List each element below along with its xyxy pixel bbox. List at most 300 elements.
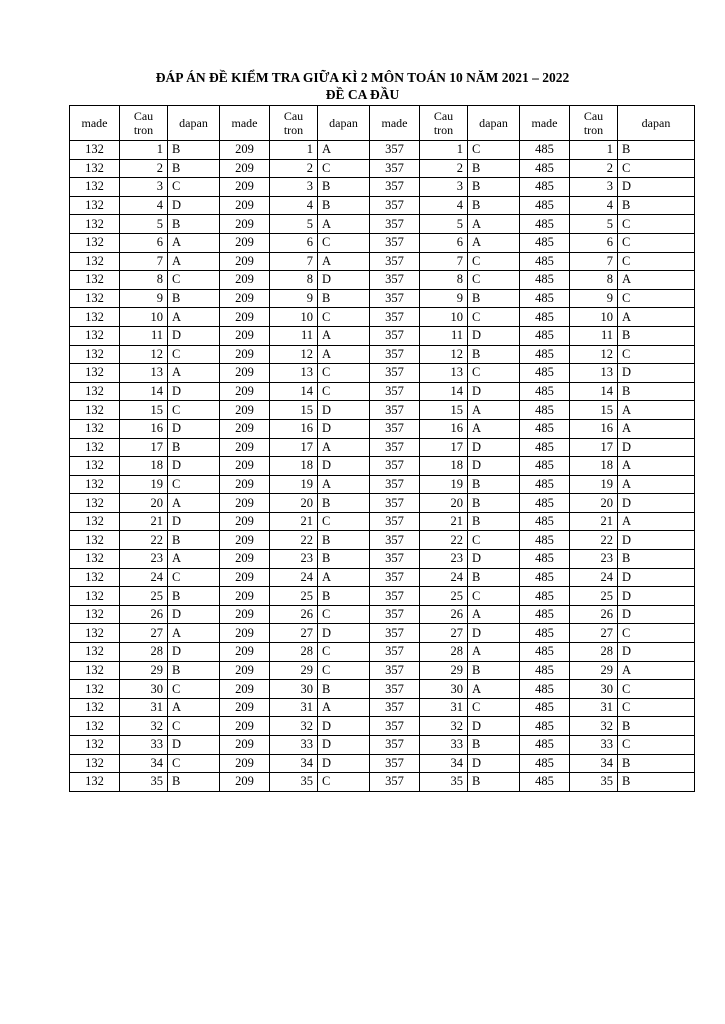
- cell-made: 132: [70, 512, 120, 531]
- cell-answer: C: [318, 773, 370, 792]
- cell-made: 357: [370, 698, 420, 717]
- cell-question-number: 2: [120, 159, 168, 178]
- cell-made: 485: [520, 308, 570, 327]
- cell-question-number: 13: [270, 364, 318, 383]
- cell-question-number: 20: [570, 494, 618, 513]
- cell-answer: B: [168, 141, 220, 160]
- cell-made: 132: [70, 643, 120, 662]
- cell-answer: C: [618, 252, 695, 271]
- cell-question-number: 6: [420, 233, 468, 252]
- cell-question-number: 26: [270, 605, 318, 624]
- cell-answer: A: [318, 698, 370, 717]
- cell-made: 209: [220, 364, 270, 383]
- cell-answer: B: [168, 587, 220, 606]
- cell-made: 132: [70, 475, 120, 494]
- cell-made: 357: [370, 568, 420, 587]
- table-row: [70, 736, 695, 755]
- cell-made: 485: [520, 457, 570, 476]
- cell-question-number: 18: [570, 457, 618, 476]
- cell-question-number: 23: [570, 550, 618, 569]
- cell-question-number: 11: [120, 326, 168, 345]
- table-row: [70, 605, 695, 624]
- cell-question-number: 30: [270, 680, 318, 699]
- table-header-row: [70, 106, 695, 141]
- cell-answer: B: [168, 215, 220, 234]
- cell-question-number: 25: [120, 587, 168, 606]
- table-row: [70, 717, 695, 736]
- cell-question-number: 9: [420, 289, 468, 308]
- cell-question-number: 31: [420, 698, 468, 717]
- cell-made: 357: [370, 754, 420, 773]
- cell-made: 357: [370, 438, 420, 457]
- cell-answer: A: [618, 661, 695, 680]
- cell-question-number: 6: [120, 233, 168, 252]
- cell-answer: B: [168, 661, 220, 680]
- cell-question-number: 29: [120, 661, 168, 680]
- table-row: [70, 680, 695, 699]
- header-cau-line2: tron: [283, 123, 304, 137]
- cell-answer: A: [618, 401, 695, 420]
- cell-made: 485: [520, 345, 570, 364]
- cell-answer: D: [168, 382, 220, 401]
- table-row: [70, 401, 695, 420]
- header-made: made: [220, 106, 270, 141]
- cell-answer: C: [468, 271, 520, 290]
- cell-question-number: 11: [270, 326, 318, 345]
- cell-answer: D: [318, 754, 370, 773]
- cell-answer: C: [318, 512, 370, 531]
- cell-made: 357: [370, 531, 420, 550]
- cell-answer: B: [468, 159, 520, 178]
- header-cau-line2: tron: [133, 123, 154, 137]
- cell-question-number: 28: [270, 643, 318, 662]
- header-cau-line1: Cau: [433, 109, 454, 123]
- cell-answer: D: [318, 736, 370, 755]
- cell-answer: D: [468, 457, 520, 476]
- cell-made: 357: [370, 494, 420, 513]
- cell-made: 357: [370, 364, 420, 383]
- cell-question-number: 23: [120, 550, 168, 569]
- table-row: [70, 754, 695, 773]
- cell-answer: C: [318, 233, 370, 252]
- cell-answer: D: [318, 457, 370, 476]
- cell-answer: D: [318, 401, 370, 420]
- cell-answer: A: [168, 233, 220, 252]
- cell-question-number: 27: [420, 624, 468, 643]
- cell-made: 485: [520, 494, 570, 513]
- cell-made: 209: [220, 141, 270, 160]
- cell-made: 357: [370, 475, 420, 494]
- cell-answer: B: [318, 289, 370, 308]
- cell-made: 485: [520, 196, 570, 215]
- cell-answer: D: [618, 494, 695, 513]
- cell-made: 485: [520, 326, 570, 345]
- cell-question-number: 34: [570, 754, 618, 773]
- cell-made: 357: [370, 680, 420, 699]
- cell-question-number: 5: [420, 215, 468, 234]
- cell-question-number: 15: [270, 401, 318, 420]
- cell-question-number: 14: [270, 382, 318, 401]
- cell-question-number: 22: [270, 531, 318, 550]
- cell-made: 132: [70, 178, 120, 197]
- cell-question-number: 31: [570, 698, 618, 717]
- header-made: made: [70, 106, 120, 141]
- cell-answer: B: [468, 289, 520, 308]
- cell-made: 209: [220, 773, 270, 792]
- cell-answer: A: [618, 457, 695, 476]
- cell-question-number: 27: [570, 624, 618, 643]
- cell-made: 209: [220, 494, 270, 513]
- cell-question-number: 25: [270, 587, 318, 606]
- cell-answer: C: [318, 364, 370, 383]
- cell-made: 485: [520, 159, 570, 178]
- cell-question-number: 12: [120, 345, 168, 364]
- header-cau-line1: Cau: [283, 109, 304, 123]
- cell-question-number: 34: [120, 754, 168, 773]
- cell-question-number: 34: [270, 754, 318, 773]
- cell-made: 209: [220, 271, 270, 290]
- cell-made: 485: [520, 661, 570, 680]
- cell-made: 209: [220, 252, 270, 271]
- cell-question-number: 5: [120, 215, 168, 234]
- table-row: [70, 624, 695, 643]
- cell-answer: D: [168, 457, 220, 476]
- cell-answer: A: [318, 141, 370, 160]
- header-dapan: dapan: [168, 106, 220, 141]
- cell-question-number: 33: [120, 736, 168, 755]
- cell-answer: D: [618, 605, 695, 624]
- cell-answer: A: [618, 475, 695, 494]
- cell-answer: D: [168, 512, 220, 531]
- cell-made: 485: [520, 141, 570, 160]
- cell-made: 357: [370, 215, 420, 234]
- cell-question-number: 22: [120, 531, 168, 550]
- cell-made: 209: [220, 624, 270, 643]
- cell-made: 132: [70, 196, 120, 215]
- table-row: [70, 568, 695, 587]
- cell-made: 132: [70, 215, 120, 234]
- cell-question-number: 24: [570, 568, 618, 587]
- cell-question-number: 11: [420, 326, 468, 345]
- table-row: [70, 698, 695, 717]
- cell-question-number: 18: [270, 457, 318, 476]
- cell-question-number: 12: [270, 345, 318, 364]
- cell-made: 132: [70, 661, 120, 680]
- cell-made: 132: [70, 326, 120, 345]
- cell-answer: C: [618, 624, 695, 643]
- cell-answer: B: [468, 196, 520, 215]
- cell-made: 209: [220, 661, 270, 680]
- cell-question-number: 29: [570, 661, 618, 680]
- cell-answer: C: [168, 401, 220, 420]
- cell-answer: C: [318, 159, 370, 178]
- cell-question-number: 19: [420, 475, 468, 494]
- cell-made: 209: [220, 550, 270, 569]
- header-dapan: dapan: [318, 106, 370, 141]
- cell-answer: C: [318, 643, 370, 662]
- cell-made: 132: [70, 736, 120, 755]
- cell-question-number: 16: [420, 419, 468, 438]
- table-row: [70, 512, 695, 531]
- cell-answer: B: [618, 382, 695, 401]
- cell-answer: A: [168, 494, 220, 513]
- cell-answer: B: [168, 438, 220, 457]
- cell-question-number: 6: [270, 233, 318, 252]
- cell-question-number: 19: [120, 475, 168, 494]
- cell-made: 132: [70, 289, 120, 308]
- cell-answer: B: [318, 680, 370, 699]
- cell-answer: D: [168, 736, 220, 755]
- cell-question-number: 16: [270, 419, 318, 438]
- cell-made: 132: [70, 401, 120, 420]
- cell-made: 485: [520, 401, 570, 420]
- cell-made: 132: [70, 773, 120, 792]
- cell-question-number: 7: [120, 252, 168, 271]
- cell-made: 357: [370, 736, 420, 755]
- cell-answer: B: [318, 550, 370, 569]
- cell-question-number: 29: [420, 661, 468, 680]
- cell-answer: B: [318, 178, 370, 197]
- cell-made: 209: [220, 196, 270, 215]
- cell-answer: A: [318, 252, 370, 271]
- cell-answer: B: [468, 178, 520, 197]
- cell-made: 132: [70, 550, 120, 569]
- cell-answer: C: [168, 717, 220, 736]
- cell-answer: D: [168, 605, 220, 624]
- cell-made: 357: [370, 550, 420, 569]
- cell-made: 209: [220, 419, 270, 438]
- cell-question-number: 17: [570, 438, 618, 457]
- cell-made: 485: [520, 568, 570, 587]
- cell-made: 485: [520, 587, 570, 606]
- header-made: made: [520, 106, 570, 141]
- cell-made: 357: [370, 141, 420, 160]
- cell-made: 485: [520, 680, 570, 699]
- cell-answer: D: [618, 438, 695, 457]
- cell-answer: D: [168, 326, 220, 345]
- cell-question-number: 15: [120, 401, 168, 420]
- cell-question-number: 11: [570, 326, 618, 345]
- cell-made: 132: [70, 698, 120, 717]
- cell-question-number: 24: [270, 568, 318, 587]
- cell-made: 357: [370, 159, 420, 178]
- cell-made: 357: [370, 419, 420, 438]
- document-subtitle: ĐỀ CA ĐẦU: [325, 87, 400, 102]
- table-row: [70, 289, 695, 308]
- cell-question-number: 20: [270, 494, 318, 513]
- cell-answer: A: [468, 643, 520, 662]
- cell-answer: D: [468, 624, 520, 643]
- cell-question-number: 31: [270, 698, 318, 717]
- cell-made: 209: [220, 178, 270, 197]
- cell-answer: C: [468, 531, 520, 550]
- cell-made: 209: [220, 215, 270, 234]
- cell-question-number: 21: [570, 512, 618, 531]
- cell-made: 485: [520, 252, 570, 271]
- cell-answer: D: [618, 531, 695, 550]
- cell-answer: B: [318, 494, 370, 513]
- cell-answer: B: [318, 531, 370, 550]
- cell-made: 209: [220, 605, 270, 624]
- cell-answer: C: [318, 382, 370, 401]
- cell-question-number: 24: [120, 568, 168, 587]
- cell-made: 209: [220, 512, 270, 531]
- cell-answer: B: [618, 326, 695, 345]
- cell-question-number: 8: [420, 271, 468, 290]
- cell-question-number: 7: [270, 252, 318, 271]
- cell-question-number: 30: [570, 680, 618, 699]
- cell-question-number: 35: [420, 773, 468, 792]
- cell-question-number: 33: [420, 736, 468, 755]
- cell-answer: D: [618, 587, 695, 606]
- cell-made: 485: [520, 271, 570, 290]
- cell-answer: C: [168, 754, 220, 773]
- cell-question-number: 28: [570, 643, 618, 662]
- table-row: [70, 475, 695, 494]
- cell-question-number: 12: [420, 345, 468, 364]
- cell-question-number: 31: [120, 698, 168, 717]
- cell-question-number: 10: [120, 308, 168, 327]
- table-row: [70, 494, 695, 513]
- cell-made: 357: [370, 233, 420, 252]
- cell-question-number: 17: [270, 438, 318, 457]
- table-row: [70, 196, 695, 215]
- cell-made: 132: [70, 419, 120, 438]
- answer-table: [69, 105, 695, 792]
- cell-made: 132: [70, 717, 120, 736]
- cell-made: 485: [520, 419, 570, 438]
- cell-question-number: 35: [120, 773, 168, 792]
- cell-answer: D: [468, 438, 520, 457]
- cell-answer: B: [468, 568, 520, 587]
- cell-answer: D: [618, 643, 695, 662]
- cell-answer: A: [168, 252, 220, 271]
- cell-answer: B: [468, 512, 520, 531]
- cell-question-number: 8: [120, 271, 168, 290]
- cell-question-number: 13: [420, 364, 468, 383]
- cell-made: 132: [70, 605, 120, 624]
- cell-made: 209: [220, 438, 270, 457]
- cell-made: 485: [520, 438, 570, 457]
- cell-question-number: 17: [420, 438, 468, 457]
- cell-made: 132: [70, 382, 120, 401]
- cell-made: 209: [220, 401, 270, 420]
- table-row: [70, 587, 695, 606]
- cell-question-number: 19: [270, 475, 318, 494]
- cell-answer: C: [168, 568, 220, 587]
- cell-made: 357: [370, 401, 420, 420]
- cell-answer: A: [318, 438, 370, 457]
- cell-question-number: 4: [420, 196, 468, 215]
- cell-question-number: 33: [270, 736, 318, 755]
- cell-made: 132: [70, 345, 120, 364]
- cell-question-number: 1: [420, 141, 468, 160]
- cell-made: 357: [370, 605, 420, 624]
- cell-question-number: 14: [570, 382, 618, 401]
- cell-question-number: 24: [420, 568, 468, 587]
- cell-question-number: 32: [570, 717, 618, 736]
- cell-answer: C: [318, 661, 370, 680]
- cell-question-number: 3: [120, 178, 168, 197]
- cell-answer: D: [468, 550, 520, 569]
- cell-made: 485: [520, 382, 570, 401]
- cell-question-number: 34: [420, 754, 468, 773]
- table-row: [70, 457, 695, 476]
- cell-made: 209: [220, 457, 270, 476]
- cell-question-number: 13: [120, 364, 168, 383]
- cell-made: 357: [370, 587, 420, 606]
- cell-answer: B: [468, 773, 520, 792]
- cell-made: 209: [220, 345, 270, 364]
- cell-answer: C: [168, 271, 220, 290]
- table-row: [70, 364, 695, 383]
- cell-made: 357: [370, 457, 420, 476]
- cell-answer: C: [618, 345, 695, 364]
- cell-answer: C: [468, 141, 520, 160]
- cell-made: 357: [370, 308, 420, 327]
- table-row: [70, 661, 695, 680]
- cell-question-number: 28: [420, 643, 468, 662]
- cell-answer: C: [618, 289, 695, 308]
- cell-question-number: 27: [120, 624, 168, 643]
- cell-question-number: 18: [120, 457, 168, 476]
- table-row: [70, 326, 695, 345]
- cell-question-number: 26: [420, 605, 468, 624]
- cell-question-number: 16: [570, 419, 618, 438]
- cell-answer: B: [618, 550, 695, 569]
- cell-question-number: 10: [420, 308, 468, 327]
- cell-answer: B: [618, 717, 695, 736]
- cell-question-number: 17: [120, 438, 168, 457]
- cell-question-number: 32: [270, 717, 318, 736]
- cell-question-number: 21: [420, 512, 468, 531]
- table-row: [70, 252, 695, 271]
- cell-question-number: 7: [420, 252, 468, 271]
- cell-question-number: 3: [420, 178, 468, 197]
- cell-answer: C: [468, 587, 520, 606]
- table-row: [70, 141, 695, 160]
- cell-made: 209: [220, 531, 270, 550]
- cell-made: 132: [70, 680, 120, 699]
- cell-made: 485: [520, 178, 570, 197]
- cell-made: 209: [220, 382, 270, 401]
- table-row: [70, 233, 695, 252]
- cell-question-number: 15: [420, 401, 468, 420]
- header-cau-tron: [270, 106, 318, 141]
- cell-answer: D: [468, 382, 520, 401]
- cell-question-number: 28: [120, 643, 168, 662]
- cell-question-number: 1: [120, 141, 168, 160]
- cell-answer: C: [468, 308, 520, 327]
- table-row: [70, 550, 695, 569]
- cell-made: 485: [520, 717, 570, 736]
- cell-made: 485: [520, 754, 570, 773]
- cell-answer: D: [168, 419, 220, 438]
- cell-made: 485: [520, 605, 570, 624]
- cell-made: 132: [70, 159, 120, 178]
- cell-answer: B: [468, 494, 520, 513]
- cell-answer: D: [468, 326, 520, 345]
- cell-question-number: 2: [270, 159, 318, 178]
- cell-made: 132: [70, 531, 120, 550]
- cell-made: 485: [520, 289, 570, 308]
- cell-made: 209: [220, 289, 270, 308]
- table-row: [70, 271, 695, 290]
- cell-made: 485: [520, 736, 570, 755]
- cell-answer: B: [318, 196, 370, 215]
- cell-answer: A: [618, 308, 695, 327]
- cell-answer: D: [168, 643, 220, 662]
